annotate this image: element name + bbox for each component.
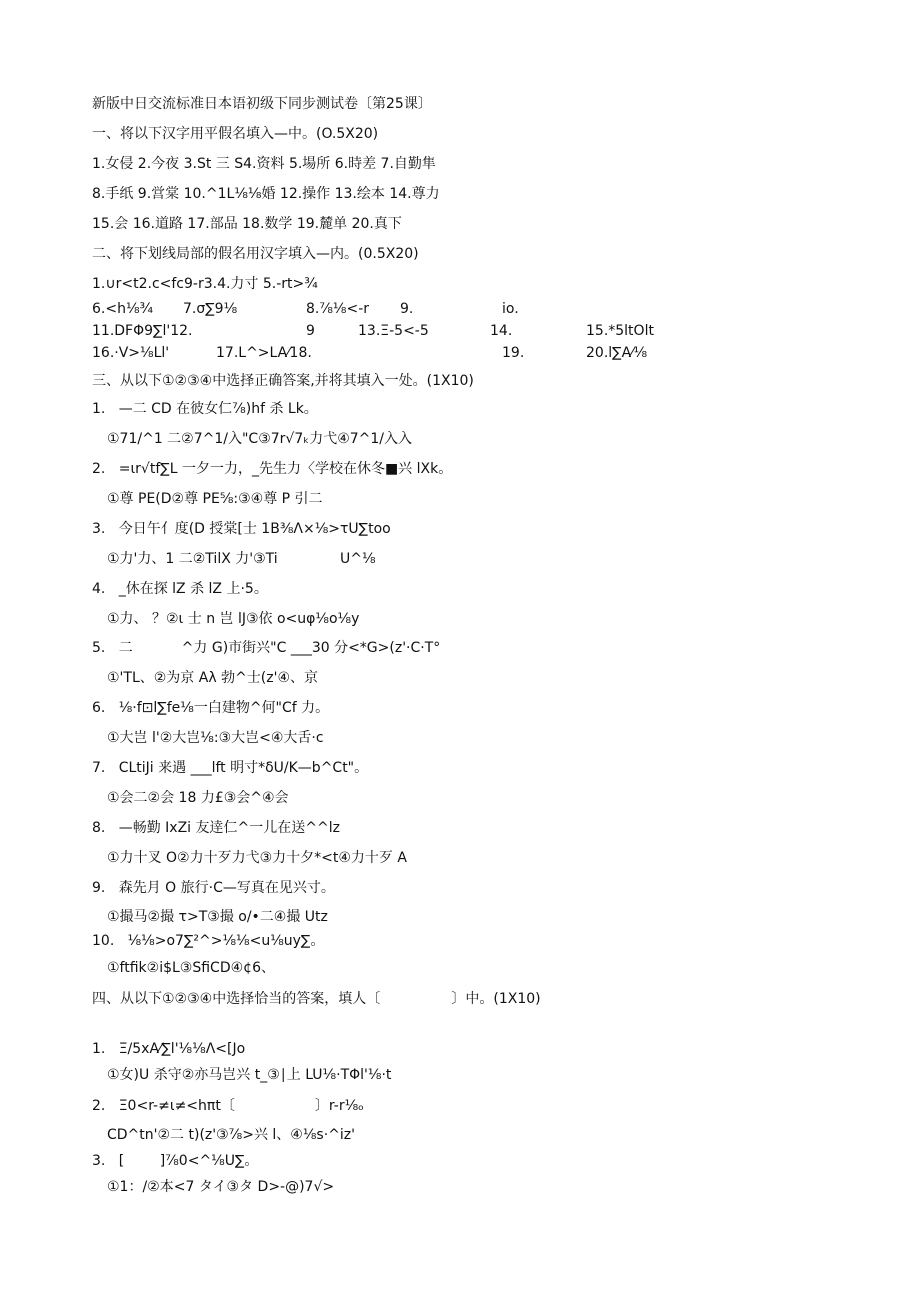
section2-cell: 6.<h⅛¾ [92, 301, 154, 317]
answer-options: ①大岂 l'②大岂⅛:③大岂<④大舌·c [107, 730, 324, 746]
question-text: 10. ⅛⅛>o7∑²^>⅛⅛<u⅛uy∑。 [92, 933, 325, 949]
section1-line: 15.会 16.道路 17.部品 18.数学 19.麓单 20.真下 [92, 216, 402, 232]
section2-cell: 9. [400, 301, 414, 317]
section2-cell: 19. [502, 345, 525, 361]
section2-cell: 17.L^>LA⁄18. [216, 345, 312, 361]
answer-options: CD^tn'②二 t)(z'③⅞>兴 l、④⅛s·^iz' [107, 1127, 355, 1143]
answer-options: ①女)U 杀守②亦马岂兴 t_③∣上 LU⅛·TΦl'⅛·t [107, 1067, 392, 1083]
section2-cell: 15.*5ltOlt [586, 323, 654, 339]
section1-line: 1.女侵 2.今夜 3.St 三 S4.资料 5.場所 6.時差 7.自勤隼 [92, 156, 436, 172]
question-text: 2. =ιr√tf∑L 一夕一力，_先生力〈学校在休冬■兴 lXk。 [92, 461, 453, 477]
question-text: 1. —二 CD 在彼女仁⅞)hf 杀 Lk。 [92, 401, 318, 417]
answer-options: ①撮马②撮 τ>T③撮 o/•二④撮 Utz [107, 909, 328, 925]
section3-heading: 三、从以下①②③④中选择正确答案,并将其填入一处。(1X10) [92, 373, 474, 389]
section2-cell: io. [502, 301, 519, 317]
section2-cell: 11.DFΦ9∑l'12. [92, 323, 193, 339]
question-text: 6. ⅛·f⊡l∑fe⅛一白建物^何"Cf 力。 [92, 700, 330, 716]
question-text: 3. [ ]⅞0<^⅛U∑。 [92, 1153, 259, 1169]
answer-options: ①力'力、1 二②TilX 力'③Ti U^⅛ [107, 551, 376, 567]
answer-options: ①力十叉 O②力十歹力弋③力十夕*<t④力十歹 A [107, 850, 407, 866]
section2-cell: 8.⅞⅛<-r [306, 301, 370, 317]
section2-cell: 7.σ∑9⅛ [183, 301, 238, 317]
answer-options: ①ftfik②i$L③SfiCD④¢6、 [107, 960, 275, 976]
answer-options: ①1：/②本<7 タイ③タ D>-@)7√> [107, 1179, 335, 1195]
question-text: 2. Ξ0<r-≠ι≠<hπt〔 〕r-r⅛ₒ [92, 1098, 364, 1114]
question-text: 8. —畅勤 IxZi 友逹仁^一儿在送^^lz [92, 820, 340, 836]
question-text: 9. 森先月 O 旅行·C—写真在见兴寸。 [92, 880, 335, 896]
answer-options: ①力、 ？②ι 士 n 岂 lJ③依 o<uφ⅛o⅛y [107, 611, 360, 627]
section1-line: 8.手纸 9.営棠 10.^1L⅛⅛婚 12.操作 13.绘本 14.尊力 [92, 186, 440, 202]
section2-cell: 13.Ξ-5<-5 [358, 323, 429, 339]
section2-cell: 14. [490, 323, 513, 339]
section2-cell: 9 [306, 323, 315, 339]
answer-options: ①会二②会 18 力£③会^④会 [107, 790, 289, 806]
section2-heading: 二、将下划线局部的假名用汉字填入—内。(0.5X20) [92, 246, 419, 262]
question-text: 3. 今日午亻度(D 授棠[士 1B⅜Λ×⅛>τU∑too [92, 521, 391, 537]
answer-options: ①'TL、②为京 Aλ 勃^士(z'④、京 [107, 670, 319, 686]
section2-cell: 20.l∑A⁄⅛ [586, 345, 648, 361]
section2-cell: 16.·V>⅛Ll' [92, 345, 170, 361]
answer-options: ①尊 PE(D②尊 PE⅝:③④尊 P 引二 [107, 491, 323, 507]
answer-options: ①71/^1 二②7^1/入"C③7r√7ₖ力弋④7^1/入入 [107, 431, 413, 447]
question-text: 7. CLtiJi 来遇 ___lft 明寸*δU/K—b^Ct"。 [92, 760, 369, 776]
question-text: 5. 二 ^力 G)市街兴"C ___30 分<*G>(z'·C·T° [92, 640, 441, 656]
section2-line: 1.∪r<t2.c<fc9-r3.4.力寸 5.-rt>¾ [92, 276, 318, 292]
question-text: 1. Ξ/5xA⁄∑l'⅛⅛Λ<[Jo [92, 1041, 246, 1057]
section4-heading: 四、从以下①②③④中选择恰当的答案，填人〔 〕中。(1X10) [92, 991, 541, 1007]
page-title: 新版中日交流标准日本语初级下同步测试卷〔第25课〕 [92, 96, 432, 112]
question-text: 4. _休在探 lZ 杀 lZ 上·5。 [92, 581, 268, 597]
section1-heading: 一、将以下汉字用平假名填入—中。(O.5X20) [92, 126, 379, 142]
